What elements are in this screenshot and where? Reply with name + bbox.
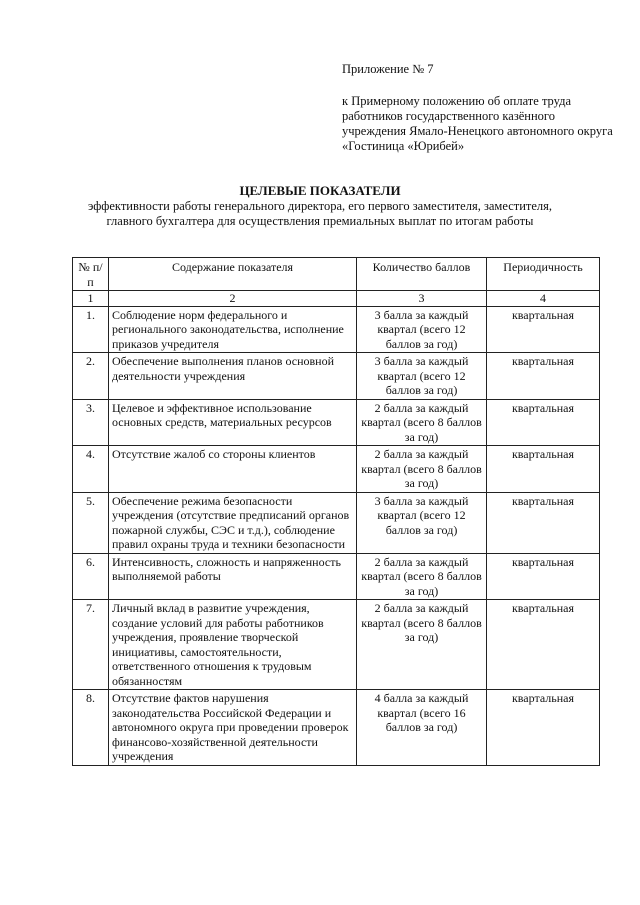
indicators-table <box>72 257 600 766</box>
row-number: 4. <box>73 446 109 493</box>
table-row <box>73 492 600 553</box>
document-title: ЦЕЛЕВЫЕ ПОКАЗАТЕЛИ <box>239 183 401 198</box>
row-period: квартальная <box>487 553 600 600</box>
document-subtitle: эффективности работы генерального директора, его первого заместителя, заместителя, главного бухгалтера для осуществления премиальных выплат по итогам работы <box>87 199 553 228</box>
row-content: Отсутствие жалоб со стороны клиентов <box>109 446 357 493</box>
row-period: квартальная <box>487 446 600 493</box>
row-period: квартальная <box>487 492 600 553</box>
row-period: квартальная <box>487 690 600 766</box>
row-content: Обеспечение выполнения планов основной деятельности учреждения <box>109 353 357 400</box>
row-points: 2 балла за каждый квартал (всего 8 баллов за год) <box>357 600 487 690</box>
table-header-row <box>73 258 600 291</box>
table-row <box>73 553 600 600</box>
row-points: 2 балла за каждый квартал (всего 8 баллов за год) <box>357 553 487 600</box>
table-row <box>73 399 600 446</box>
row-points: 4 балла за каждый квартал (всего 16 баллов за год) <box>357 690 487 766</box>
table-row <box>73 446 600 493</box>
row-points: 2 балла за каждый квартал (всего 8 баллов за год) <box>357 446 487 493</box>
column-index: 1 <box>73 291 109 307</box>
row-number: 6. <box>73 553 109 600</box>
row-number: 1. <box>73 306 109 353</box>
row-points: 3 балла за каждый квартал (всего 12 баллов за год) <box>357 306 487 353</box>
row-number: 2. <box>73 353 109 400</box>
row-number: 3. <box>73 399 109 446</box>
row-period: квартальная <box>487 399 600 446</box>
header-points: Количество баллов <box>357 258 487 291</box>
row-period: квартальная <box>487 600 600 690</box>
row-content: Интенсивность, сложность и напряженность выполняемой работы <box>109 553 357 600</box>
row-number: 5. <box>73 492 109 553</box>
row-period: квартальная <box>487 306 600 353</box>
row-points: 2 балла за каждый квартал (всего 8 баллов за год) <box>357 399 487 446</box>
appendix-number: Приложение № 7 <box>342 62 434 76</box>
row-content: Личный вклад в развитие учреждения, создание условий для работы работников учреждения, проявление творческой инициативы, самостоятельности, ответственного отношения к трудовым обязанностям <box>109 600 357 690</box>
row-content: Соблюдение норм федерального и регионального законодательства, исполнение приказов учредителя <box>109 306 357 353</box>
appendix-block <box>342 62 622 154</box>
row-points: 3 балла за каждый квартал (всего 12 баллов за год) <box>357 353 487 400</box>
table-row <box>73 353 600 400</box>
column-index-row <box>73 291 600 307</box>
row-number: 7. <box>73 600 109 690</box>
table-row <box>73 600 600 690</box>
header-period: Периодичность <box>487 258 600 291</box>
header-number: № п/п <box>73 258 109 291</box>
row-content: Целевое и эффективное использование основных средств, материальных ресурсов <box>109 399 357 446</box>
column-index: 4 <box>487 291 600 307</box>
row-content: Отсутствие фактов нарушения законодательства Российской Федерации и автономного округа при проведении проверок финансово-хозяйственной деятельности учреждения <box>109 690 357 766</box>
column-index: 2 <box>109 291 357 307</box>
header-content: Содержание показателя <box>109 258 357 291</box>
row-content: Обеспечение режима безопасности учреждения (отсутствие предписаний органов пожарной службы, СЭС и т.д.), соблюдение правил охраны труда и техники безопасности <box>109 492 357 553</box>
row-period: квартальная <box>487 353 600 400</box>
column-index: 3 <box>357 291 487 307</box>
table-row <box>73 690 600 766</box>
row-number: 8. <box>73 690 109 766</box>
row-points: 3 балла за каждый квартал (всего 12 баллов за год) <box>357 492 487 553</box>
table-row <box>73 306 600 353</box>
appendix-text: к Примерному положению об оплате труда работников государственного казённого учреждения Ямало-Ненецкого автономного округа «Гостиница «Юрибей» <box>342 94 613 153</box>
